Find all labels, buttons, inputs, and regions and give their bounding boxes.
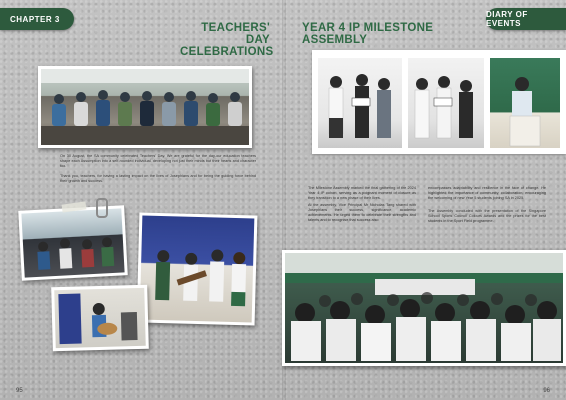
chapter-tab-label: CHAPTER 3 xyxy=(10,14,60,24)
speaker-figure xyxy=(490,58,560,148)
teachers-day-heading-line2: CELEBRATIONS xyxy=(180,46,274,58)
teachers-day-paragraph-1: On 30 August, the SA community celebrated Teachers' Day. We are grateful for the day-our education teachers shape each Assumption into a self-rounded individual, developing not just their minds but their hearts and character too. xyxy=(60,154,256,168)
milestone-col1-paragraph-2: At the assembly, Vice Principal Mr Nicholas Tang shared with Josephians their success, significance, academic achievements. He urged them to celebrate their strengths and talents and to recognise that success also xyxy=(308,203,416,222)
chapter-tab xyxy=(0,8,74,30)
paper-clip xyxy=(96,198,108,218)
right-page-number: 96 xyxy=(543,388,550,394)
teachers-day-heading-line1: TEACHERS' DAY xyxy=(201,22,270,46)
milestone-col1-paragraph-1: The Milestone Assembly marked the final gathering of the 2024 Year 4 IP cohort, serving as a poignant moment of closure as they transition to a new phase of their lives. xyxy=(308,186,416,200)
teachers-gathering-photo xyxy=(18,205,128,280)
teachers-group-figures xyxy=(41,69,249,145)
teachers-day-paragraph-2: Thank you, teachers, for having a lasting impact on the lives of Josephians and for being the guiding force behind their growth and success. xyxy=(60,174,256,183)
award-photo-2 xyxy=(408,58,484,148)
milestone-col2-paragraph-1: encompasses adaptability and resilience in the face of change. He highlighted the importance of community, collaboration, encouraging the welcoming of new Year 5 students joining SA in 2025. xyxy=(428,186,546,200)
assembly-crowd-photo xyxy=(282,250,566,366)
milestone-col2-paragraph-2: The Assembly concluded with the presentation of the Singapore School Sports Council Colours Awards and the prizes for the best students in the Sport Field programme. xyxy=(428,209,546,223)
assembly-crowd-figures xyxy=(285,253,563,363)
teachers-guitar-photo xyxy=(51,285,149,351)
speaker-photo xyxy=(490,58,560,148)
teachers-day-heading xyxy=(180,22,274,58)
left-page-number: 95 xyxy=(16,388,23,394)
milestone-heading xyxy=(302,22,452,46)
teachers-band-figures xyxy=(140,216,255,323)
milestone-photo-panel xyxy=(312,50,566,154)
diary-tab xyxy=(486,8,566,30)
diary-tab-label: DIARY OF EVENTS xyxy=(486,10,528,28)
award-photo-2-figures xyxy=(408,58,484,148)
teachers-band-photo xyxy=(137,212,258,325)
teachers-guitar-figures xyxy=(54,288,145,348)
teachers-group-photo xyxy=(38,66,252,148)
award-photo-1-figures xyxy=(318,58,402,148)
award-photo-1 xyxy=(318,58,402,148)
milestone-heading-line2: ASSEMBLY xyxy=(302,34,368,46)
teachers-gathering-figures xyxy=(21,208,124,277)
milestone-heading-line1: YEAR 4 IP MILESTONE xyxy=(302,22,434,34)
